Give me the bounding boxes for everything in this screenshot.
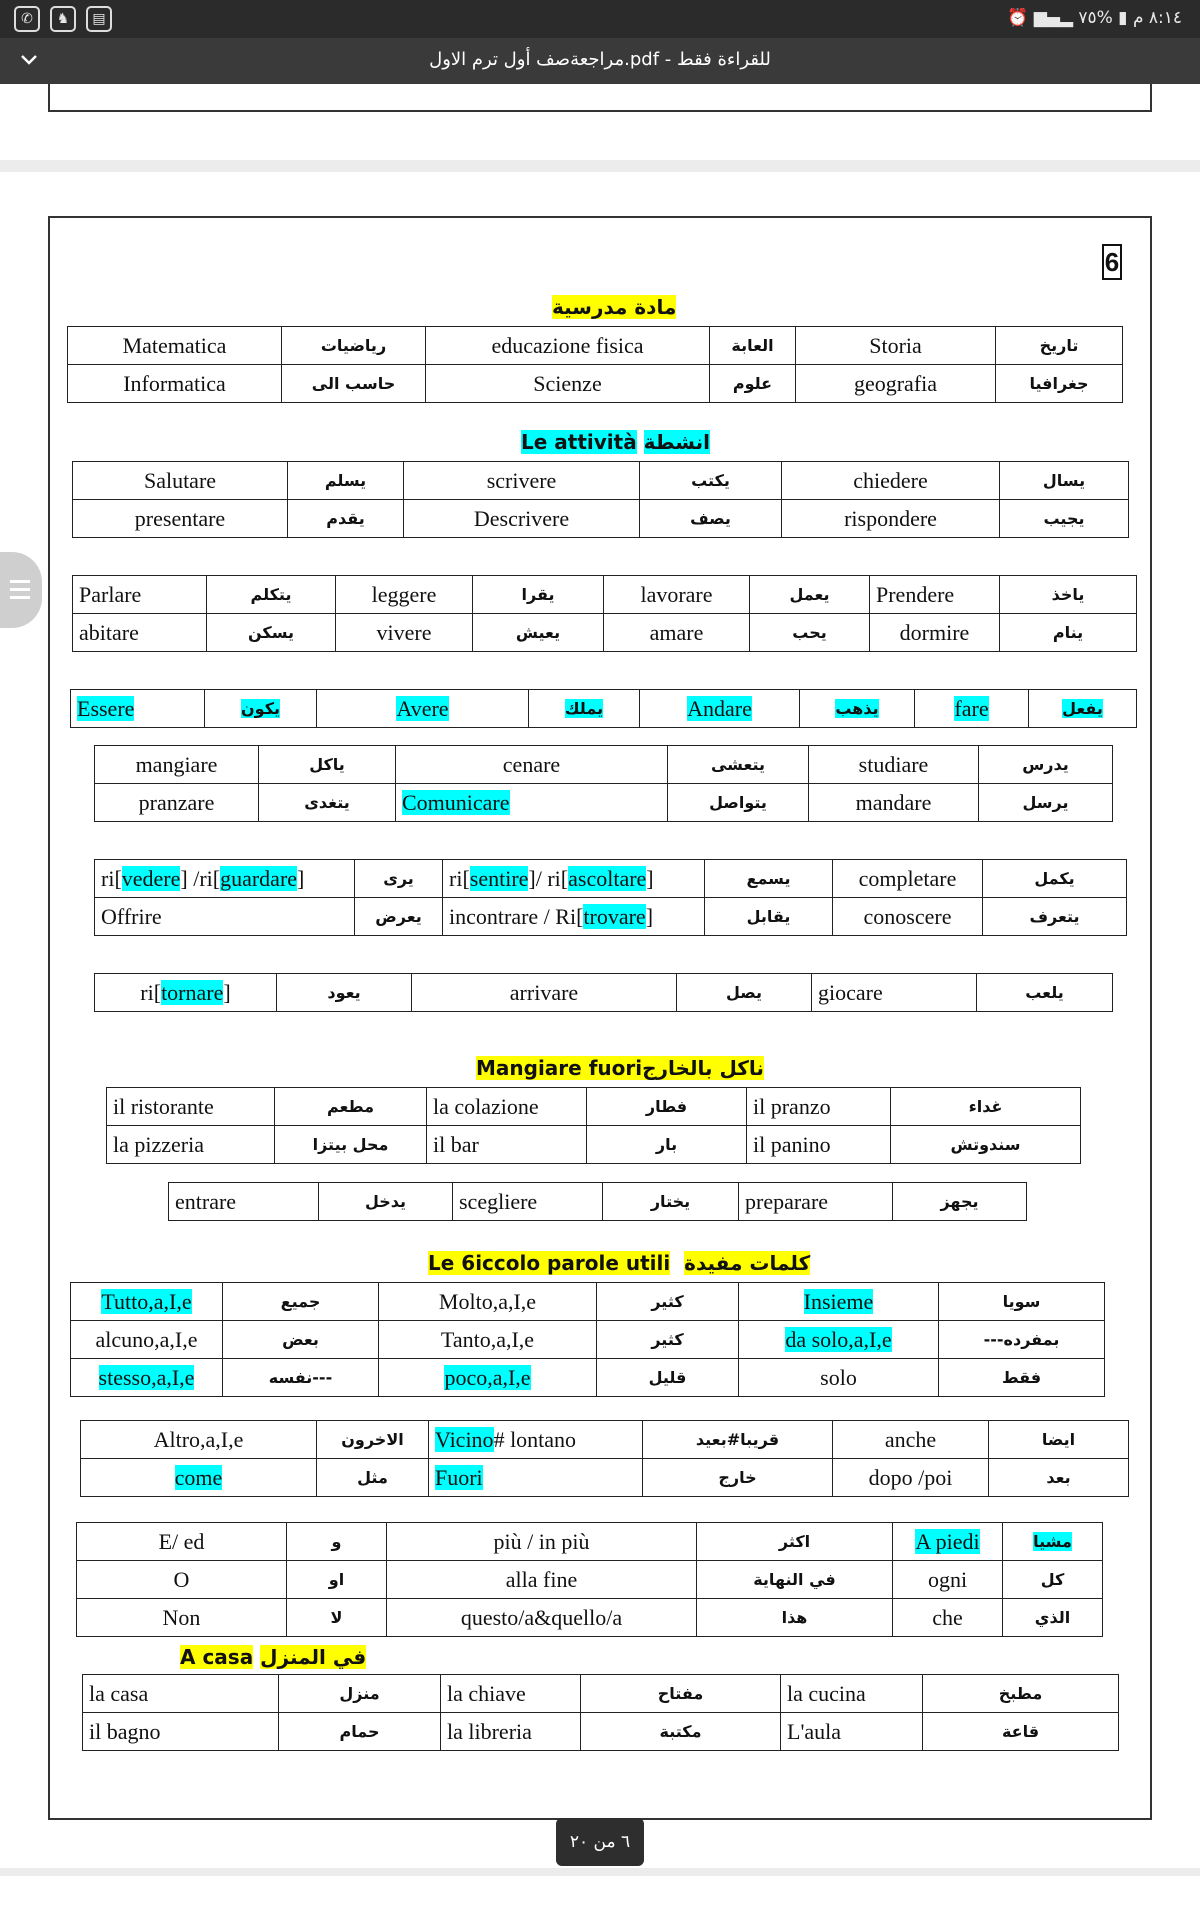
table-row: abitare يسكن vivere يعيش amare يحب dormire ينام — [73, 614, 1137, 652]
table-row: mangiare ياكل cenare يتعشى studiare يدرس — [95, 746, 1113, 784]
table-verbs-4 — [94, 973, 1113, 1012]
table-row: il bagno حمام la libreria مكتبة L'aula قاعة — [83, 1713, 1119, 1751]
table-row: Matematica رياضيات educazione fisica العابة Storia تاريخ — [68, 327, 1123, 365]
table-row: E/ ed و più / in più اكثر A piedi مشيا — [77, 1523, 1103, 1561]
table-useful-words-1 — [70, 1282, 1105, 1397]
page-separator — [0, 1868, 1200, 1876]
table-row: Altro,a,I,e الاخرون Vicino# lontano قريبا#بعيد anche ايضا — [81, 1421, 1129, 1459]
table-row: entrare يدخل scegliere يختار preparare يجهز — [169, 1183, 1027, 1221]
book-icon: ▤ — [86, 6, 112, 32]
table-row: la pizzeria محل بيتزا il bar بار il panino سندوتش — [107, 1126, 1081, 1164]
table-row: alcuno,a,I,e بعض Tanto,a,I,e كثير da solo,a,I,e بمفرده--- — [71, 1321, 1105, 1359]
notification-icons — [14, 6, 112, 32]
status-info — [1007, 8, 1182, 28]
table-row: stesso,a,I,e ---نفسه poco,a,I,e قليل solo فقط — [71, 1359, 1105, 1397]
battery-icon: ▮ — [1118, 8, 1128, 28]
table-useful-words-2 — [80, 1420, 1129, 1497]
whatsapp-icon: ✆ — [14, 6, 40, 32]
table-row: la casa منزل la chiave مفتاح la cucina مطبخ — [83, 1675, 1119, 1713]
heading-useful-words: Le 6iccolo parole utili كلمات مفيدة — [428, 1251, 811, 1275]
table-row: il ristorante مطعم la colazione فطار il pranzo غداء — [107, 1088, 1081, 1126]
battery-level: %٧٥ — [1078, 8, 1113, 28]
table-row: come مثل Fuori خارج dopo /poi بعد — [81, 1459, 1129, 1497]
table-row: Salutare يسلم scrivere يكتب chiedere يسال — [73, 462, 1129, 500]
table-verbs-3 — [94, 859, 1127, 936]
heading-activities: Le attività انشطة — [521, 430, 710, 454]
table-verbs-1 — [72, 575, 1137, 652]
app-icon: ♞ — [50, 6, 76, 32]
heading-school-subject: مادة مدرسية — [552, 295, 677, 319]
table-verbs-2 — [94, 745, 1113, 822]
table-row: Parlare يتكلم leggere يقرا lavorare يعمل Prendere ياخذ — [73, 576, 1137, 614]
page-indicator[interactable]: ٦ من ٢٠ — [556, 1818, 644, 1866]
document-title: مراجعةصف أول ترم الاول.pdf - للقراءة فقط — [429, 49, 771, 70]
table-row: O او alla fine في النهاية ogni كل — [77, 1561, 1103, 1599]
table-subjects — [67, 326, 1123, 403]
table-activities — [72, 461, 1129, 538]
heading-at-home: A casa في المنزل — [180, 1645, 367, 1669]
page-number: 6 — [1102, 244, 1122, 280]
table-row: Offrire يعرض incontrare / Ri[trovare] يقابل conoscere يتعرف — [95, 898, 1127, 936]
alarm-icon: ⏰ — [1007, 8, 1029, 28]
table-home — [82, 1674, 1119, 1751]
table-row: Informatica حاسب الى Scienze علوم geografia جغرافيا — [68, 365, 1123, 403]
title-bar — [0, 38, 1200, 84]
chevron-down-icon[interactable] — [18, 48, 40, 70]
table-row: ri[tornare] يعود arrivare يصل giocare يلعب — [95, 974, 1113, 1012]
heading-eating-out: Mangiare fuoriناكل بالخارج — [476, 1056, 764, 1080]
table-row: Non لا questo/a&quello/a هذا che الذي — [77, 1599, 1103, 1637]
status-bar — [0, 0, 1200, 38]
table-verbs-essential — [70, 689, 1137, 728]
table-restaurant-verbs — [168, 1182, 1027, 1221]
table-row: presentare يقدم Descrivere يصف rispondere يجيب — [73, 500, 1129, 538]
clock: ٨:١٤ م — [1132, 8, 1182, 28]
previous-page-bottom — [48, 84, 1152, 112]
table-eating-out — [106, 1087, 1081, 1164]
table-useful-words-3 — [76, 1522, 1103, 1637]
side-panel-handle[interactable] — [0, 552, 42, 628]
page-separator — [0, 160, 1200, 172]
table-row: Tutto,a,I,e جميع Molto,a,I,e كثير Insieme سويا — [71, 1283, 1105, 1321]
signal-icon: ▂▄▆ — [1033, 8, 1073, 28]
table-row: ri[vedere] /ri[guardare] يرى ri[sentire]/ ri[ascoltare] يسمع completare يكمل — [95, 860, 1127, 898]
table-row: Essere يكون Avere يملك Andare يذهب fare يفعل — [71, 690, 1137, 728]
table-row: pranzare يتغدى Comunicare يتواصل mandare يرسل — [95, 784, 1113, 822]
